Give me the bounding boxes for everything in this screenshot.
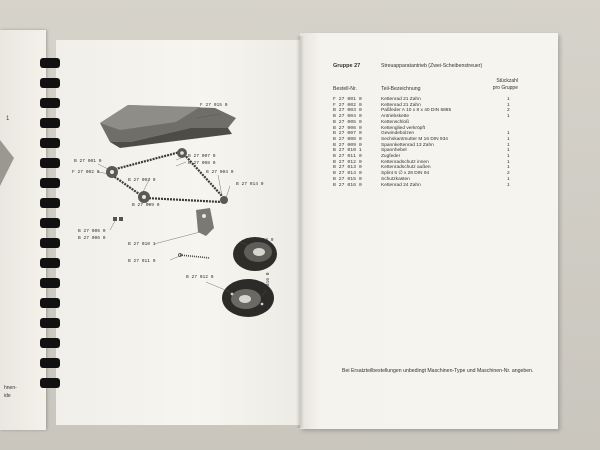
description-header: Teil-Bezeichnung — [381, 86, 421, 92]
part-label: B 27 009 0 — [132, 203, 160, 208]
row-description: Kettenradschutz außen — [381, 165, 431, 171]
row-description: Gewindebolzen — [381, 131, 415, 137]
part-label: B 27 014 0 — [236, 182, 264, 187]
previous-page-number: 1 — [6, 116, 10, 122]
row-quantity: 1 — [507, 159, 510, 165]
row-description: Schutzkasten — [381, 176, 410, 182]
quantity-header — [470, 78, 518, 92]
previous-page-text-line: hnen- — [4, 385, 17, 391]
tension-spring-part — [179, 254, 211, 259]
row-quantity: 1 — [507, 148, 510, 154]
row-description: Sechskantmutter M 16 DIN 934 — [381, 136, 448, 142]
row-quantity: 1 — [507, 131, 510, 137]
row-order-number: B 27 011 0 — [333, 154, 362, 159]
row-quantity: 1 — [507, 114, 510, 120]
row-quantity: 1 — [507, 176, 510, 182]
group-description: Streuapparatantrieb (Zwei-Scheibenstreuer) — [381, 63, 483, 69]
row-order-number: B 27 008 0 — [333, 136, 362, 142]
row-order-number: B 27 005 0 — [333, 119, 362, 125]
row-description: Kettenrad 21 Zahn — [381, 97, 421, 102]
row-order-number: B 27 016 0 — [333, 182, 362, 188]
row-description: Spannhebel — [381, 148, 407, 154]
part-label: B 27 010 1 — [128, 242, 156, 247]
row-quantity: 1 — [507, 165, 510, 171]
row-description: Kettenrad 21 Zahn — [381, 102, 421, 108]
row-description: Splint 5 ∅ x 28 DIN 94 — [381, 171, 430, 177]
row-order-number: B 27 007 0 — [333, 131, 362, 137]
order-footnote: Bei Ersatzteilbestellungen unbedingt Maschinen-Type und Maschinen-Nr. angeben. — [342, 368, 534, 374]
row-description: Zugfeder — [381, 154, 401, 159]
row-order-number: B 27 004 0 — [333, 114, 362, 120]
row-order-number: B 27 003 0 — [333, 108, 362, 114]
row-description: Kettenglied verkröpft — [381, 125, 425, 131]
part-label: F 27 015 0 — [200, 103, 228, 108]
protective-box-part — [100, 105, 236, 148]
row-description: Kettenschloß — [381, 119, 409, 125]
part-label: B 27 013 0 — [246, 238, 274, 243]
row-order-number: B 27 009 0 — [333, 142, 362, 148]
part-label: B 27 003 0 — [128, 178, 156, 183]
row-order-number: B 27 013 0 — [333, 165, 362, 171]
previous-page-text-line: ide — [4, 393, 11, 399]
part-label: B 27 006 0 — [78, 236, 106, 241]
row-order-number: B 27 006 0 — [333, 125, 362, 131]
part-label: B 27 005 0 — [78, 229, 106, 234]
row-order-number: B 27 010 1 — [333, 148, 362, 154]
part-label: B 27 011 0 — [128, 259, 156, 264]
part-label: F 27 002 0 — [72, 170, 100, 175]
row-quantity: 1 — [507, 97, 510, 102]
row-order-number: B 27 015 0 — [333, 176, 362, 182]
part-label: B 27 004 0 — [206, 170, 234, 175]
quantity-header-line: Stückzahl — [496, 78, 518, 84]
row-quantity: 1 — [507, 136, 510, 142]
row-description: Kettenradschutz innen — [381, 159, 429, 165]
row-order-number: B 27 012 0 — [333, 159, 362, 165]
row-quantity: 1 — [507, 154, 510, 159]
drive-chain-part — [112, 152, 222, 202]
part-label: B 27 001 0 — [74, 159, 102, 164]
row-quantity: 2 — [507, 108, 510, 114]
row-description: Spannkettenrad 13 Zahn — [381, 142, 434, 148]
order-number-header: Bestell-Nr. — [333, 86, 357, 92]
part-label: B 27 012 0 — [186, 275, 214, 280]
row-description: Paßfeder A 10 x 8 x 40 DIN 6885 — [381, 108, 452, 114]
row-quantity: 1 — [507, 182, 510, 188]
row-description: Antriebskette — [381, 114, 409, 120]
part-label: B 27 007 0 — [188, 154, 216, 159]
tension-lever-part — [196, 208, 214, 236]
quantity-header-line: pro Gruppe — [492, 85, 518, 91]
bolt-part — [113, 217, 123, 221]
part-label: B 27 016 0 — [266, 272, 271, 300]
row-order-number: F 27 001 0 — [333, 97, 362, 102]
row-order-number: B 27 014 0 — [333, 171, 362, 177]
row-order-number: F 27 002 0 — [333, 102, 362, 108]
group-label: Gruppe 27 — [333, 63, 361, 69]
part-label: B 27 008 0 — [188, 161, 216, 166]
row-quantity: 1 — [507, 142, 510, 148]
row-quantity: 2 — [507, 171, 510, 177]
row-description: Kettenrad 24 Zahn — [381, 182, 421, 188]
row-quantity: 1 — [507, 102, 510, 108]
